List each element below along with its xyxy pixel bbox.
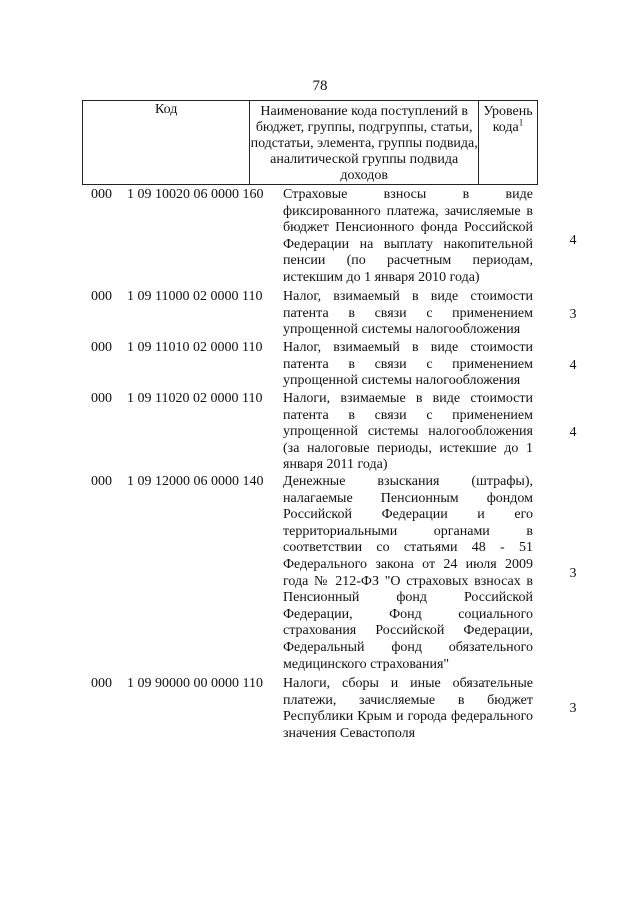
page-number: 78: [312, 78, 328, 94]
income-name: Денежные взыскания (штрафы), налагаемые Пенсионным фондом Российской Федерации и его территориальными органами в соответствии со статьями 48 - 51 Федерального закона от 24 июля 2009 года № 212-ФЗ "О страховых взносах в Пенсионный фонд Российской Федерации, Фонд социального страхования Российской Федерации, Федеральный фонд обязательного медицинского страхования": [283, 474, 533, 672]
income-name: Налог, взимаемый в виде стоимости патента в связи с применением упрощенной системы налогообложения: [283, 340, 533, 389]
admin-code: 000: [91, 289, 112, 304]
header-level-label: Уровень кода: [483, 104, 533, 135]
code-level: 3: [569, 307, 577, 322]
header-code: [83, 101, 250, 185]
income-code: 1 09 12000 06 0000 140: [127, 474, 264, 489]
admin-code: 000: [91, 340, 112, 355]
income-name: Налоги, сборы и иные обязательные платежи, зачисляемые в бюджет Республики Крым и города федерального значения Севастополя: [283, 676, 533, 741]
header-name-label: Наименование кода поступлений в бюджет, группы, подгруппы, статьи, подстатьи, элемента, группы подвида, аналитической группы подвида доходов: [250, 104, 478, 183]
admin-code: 000: [91, 474, 112, 489]
footnote-marker: 1: [518, 117, 524, 128]
header-level: [478, 101, 537, 185]
income-code: 1 09 11010 02 0000 110: [127, 340, 263, 355]
income-code: 1 09 10020 06 0000 160: [127, 187, 264, 202]
admin-code: 000: [91, 676, 112, 691]
code-level: 3: [569, 701, 577, 716]
admin-code: 000: [91, 187, 112, 202]
income-name: Налоги, взимаемые в виде стоимости патента в связи с применением упрощенной системы налогообложения (за налоговые периоды, истекшие до 1 января 2011 года): [283, 391, 533, 473]
admin-code: 000: [91, 391, 112, 406]
code-level: 4: [569, 358, 577, 373]
table-header: [82, 100, 538, 185]
income-code: 1 09 11020 02 0000 110: [127, 391, 263, 406]
header-name: [250, 101, 479, 185]
income-code: 1 09 90000 00 0000 110: [127, 676, 263, 691]
income-name: Страховые взносы в виде фиксированного платежа, зачисляемые в бюджет Пенсионного фонда Российской Федерации на выплату накопительной пенсии (по расчетным периодам, истекшим до 1 января 2010 года): [283, 187, 533, 285]
income-code: 1 09 11000 02 0000 110: [127, 289, 263, 304]
code-level: 3: [569, 566, 577, 581]
code-level: 4: [569, 233, 577, 248]
header-code-label: Код: [155, 102, 178, 117]
income-name: Налог, взимаемый в виде стоимости патента в связи с применением упрощенной системы налогообложения: [283, 289, 533, 338]
code-level: 4: [569, 425, 577, 440]
